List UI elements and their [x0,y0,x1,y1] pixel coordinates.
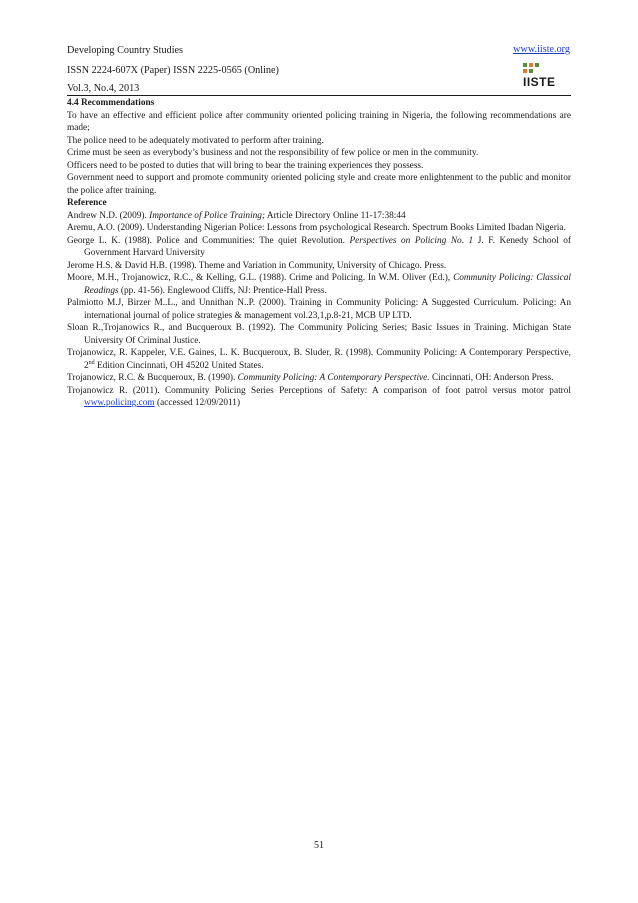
reference-entry: George L. K. (1988). Police and Communities: The quiet Revolution. Perspectives on Policing No. 1 J. F. Kenedy School of Government Harvard University [67,235,572,258]
policing-url-link[interactable]: www.policing.com [84,398,155,408]
recommendations-intro: To have an effective and efficient police after community oriented policing training in Nigeria, the following recommendations are made; [67,110,571,133]
reference-entry: Trojanowicz, R.C. & Bucqueroux, B. (1990). Community Policing: A Contemporary Perspective. Cincinnati, OH: Anderson Press. [67,373,554,383]
reference-entry: Andrew N.D. (2009). Importance of Police Training; Article Directory Online 11-17:38:44 [67,210,406,221]
iiste-logo [521,61,565,89]
journal-url-link[interactable]: www.iiste.org [513,44,570,55]
reference-entry: Moore, M.H., Trojanowicz, R.C., & Kelling, G.L. (1988). Crime and Policing. In W.M. Oliver (Ed.), Community Policing: Classical Readings (pp. 41-56). Englewood Cliffs, NJ: Prentice-Hall Press. [67,273,571,296]
references-heading: Reference [67,198,107,208]
recommendation-item: Crime must be seen as everybody’s business and not the responsibility of few police or men in the community. [67,148,479,158]
volume-line: Vol.3, No.4, 2013 [67,83,140,94]
reference-entry: Jerome H.S. & David H.B. (1998). Theme and Variation in Community, University of Chicago. Press. [67,260,447,271]
reference-entry: Palmiotto M.J, Birzer M..L., and Unnithan N..P. (2000). Training in Community Policing: A Suggested Curriculum. Policing: An international journal of police strategies & management vol.23,1,p.8-21, MCB UP LTD. [67,298,571,321]
reference-entry: Aremu, A.O. (2009). Understanding Nigerian Police: Lessons from psychological Research. Spectrum Books Limited Ibadan Nigeria. [67,223,566,233]
recommendation-item: The police need to be adequately motivated to perform after training. [67,135,324,146]
header-rule [67,95,571,96]
reference-entry: Trojanowicz, R. Kappeler, V.E. Gaines, L. K. Bucqueroux, B. Sluder, R. (1998). Community Policing: A Contemporary Perspective, 2nd Edition Cincinnati, OH 45202 United States. [67,348,571,371]
issn-line: ISSN 2224-607X (Paper) ISSN 2225-0565 (Online) [67,65,279,76]
journal-name: Developing Country Studies [67,45,184,56]
main-content [67,97,571,410]
reference-entry: Sloan R.,Trojanowics R., and Bucqueroux B. (1992). The Community Policing Series; Basic Issues in Training. Michigan State University Of Criminal Justice. [67,323,571,346]
recommendation-item: Officers need to be posted to duties that will bring to bear the training experiences they possess. [67,160,424,171]
logo-wordmark: IISTE [523,75,556,89]
recommendations-heading: 4.4 Recommendations [67,98,155,108]
recommendation-item: Government need to support and promote community oriented policing style and create more enlightenment to the public and monitor the police after training. [67,173,571,196]
reference-entry: Trojanowicz R. (2011). Community Policing Series Perceptions of Safety: A comparison of foot patrol versus motor patrol www.policing.com (accessed 12/09/2011) [67,385,571,408]
page-number: 51 [314,840,324,851]
